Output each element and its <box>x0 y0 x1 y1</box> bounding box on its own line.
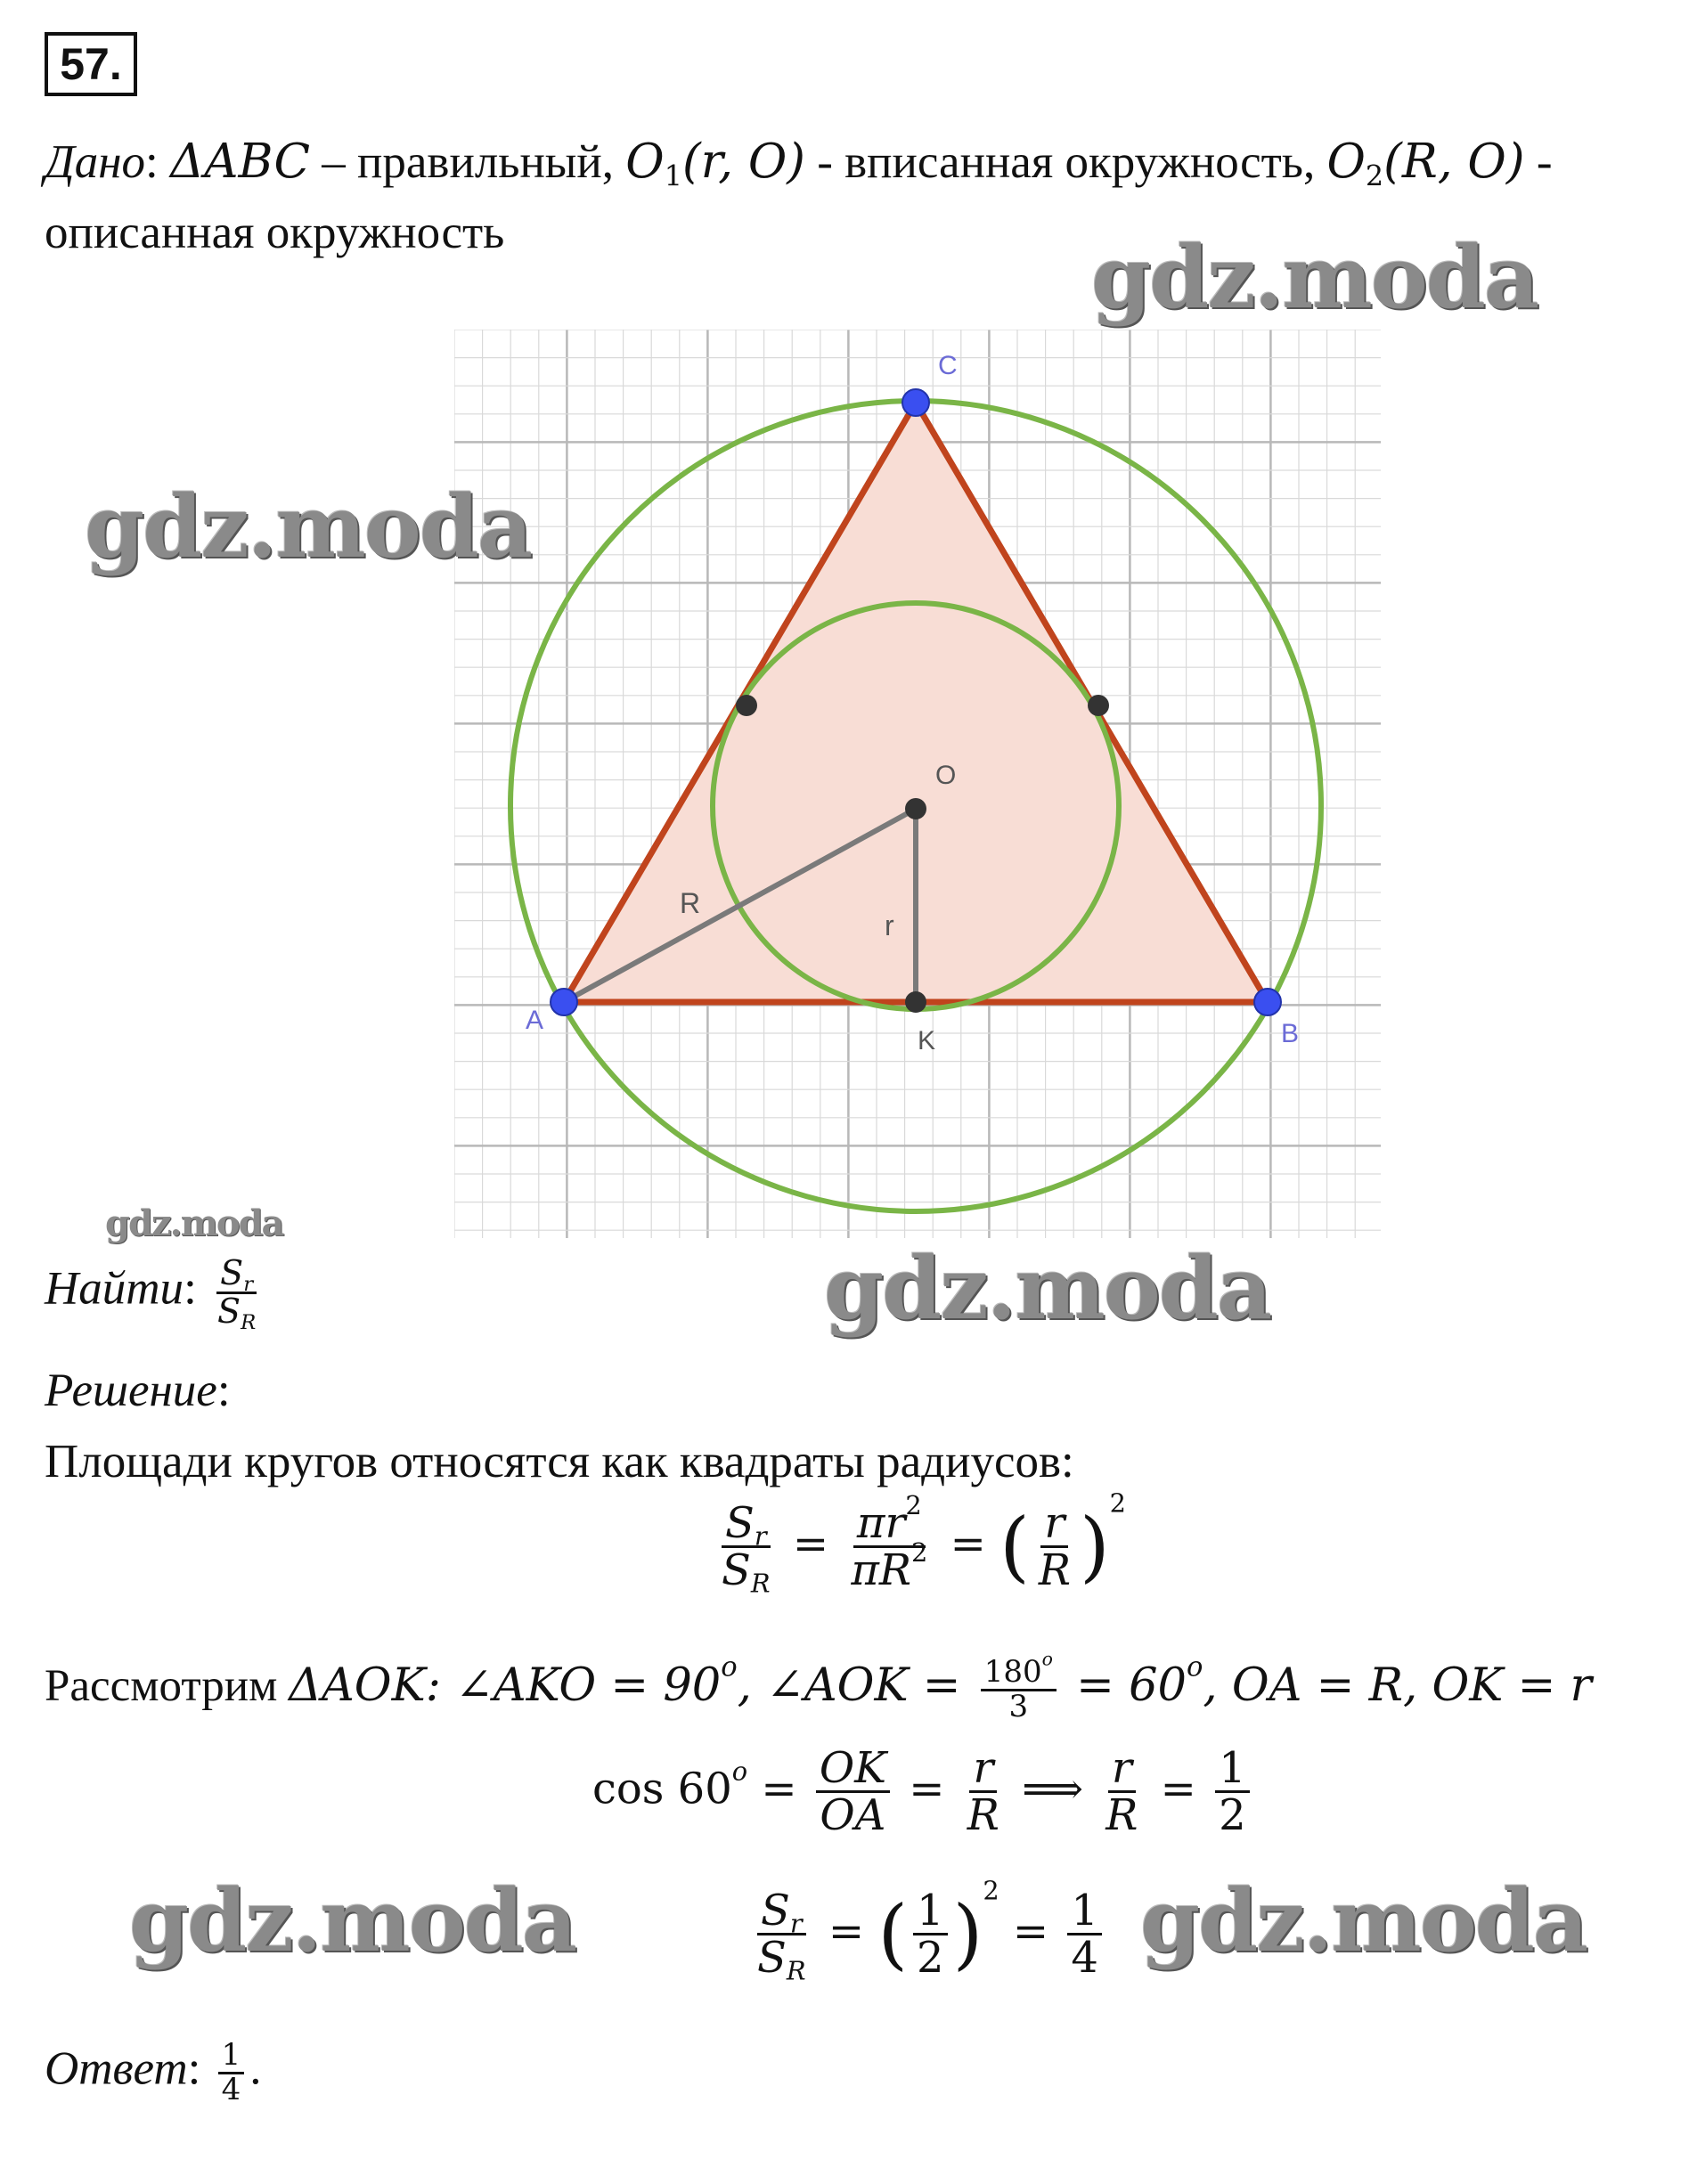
eq2-f2-den: R <box>967 1790 999 1841</box>
label-b: B <box>1281 1019 1300 1048</box>
watermark: gdz.moda <box>105 1202 283 1244</box>
label-o: O <box>935 761 957 790</box>
answer-label: Ответ <box>45 2042 188 2095</box>
answer-den: 4 <box>221 2071 241 2107</box>
watermark: gdz.moda <box>1140 1870 1587 1971</box>
deg-1: o <box>721 1651 738 1683</box>
eq2-f2-num: r <box>969 1746 997 1793</box>
eq1-power: 2 <box>1109 1487 1126 1519</box>
eq1-lhs-den-sub: R <box>750 1569 771 1600</box>
given-label: Дано <box>45 136 146 188</box>
find-label: Найти <box>45 1262 184 1315</box>
watermark: gdz.moda <box>1091 227 1538 328</box>
angle-aok: , ∠AOK = <box>737 1658 975 1712</box>
find-den-sub: R <box>241 1310 257 1334</box>
o2-args: (R, O) <box>1383 134 1525 189</box>
point-k <box>905 991 926 1013</box>
problem-number: 57. <box>45 32 137 96</box>
o1-args: (r, O) <box>681 134 805 189</box>
given-triangle: ΔABC <box>170 134 311 189</box>
point-c <box>902 389 929 416</box>
eq1-mid-den: πR <box>851 1545 912 1596</box>
label-a: A <box>526 1006 544 1035</box>
label-k: K <box>918 1026 936 1055</box>
point-o <box>905 798 926 819</box>
o1-symbol: O <box>625 134 665 189</box>
eq2-f1-num: OK <box>816 1746 890 1793</box>
given-dash-text: – правильный, <box>310 136 626 188</box>
watermark: gdz.moda <box>85 477 532 577</box>
solution-label: Решение <box>45 1365 217 1416</box>
solution-intro: Площади кругов относятся как квадраты радиусов: <box>45 1436 1074 1487</box>
find-fraction <box>214 1253 259 1334</box>
eq3-inner-num: 1 <box>913 1888 948 1935</box>
consider-line <box>45 1648 1592 1724</box>
eq2-f1-den: OA <box>820 1790 886 1841</box>
geometry-figure <box>454 330 1381 1238</box>
find-line: Найти: $\frac{S_r}{S_R}$ <box>45 1256 265 1330</box>
eq3-power: 2 <box>983 1875 999 1906</box>
angle-aok-result: = 60 <box>1061 1658 1187 1712</box>
label-r-big: R <box>680 887 701 919</box>
angle-ako: : ∠AKO = 90 <box>425 1658 722 1712</box>
answer-period: . <box>249 2042 262 2095</box>
given-line-2: описанная окружность <box>45 207 505 258</box>
answer-num: 1 <box>218 2040 245 2074</box>
eq3-num-sub: r <box>789 1908 803 1939</box>
eq1-mid-num-sup: 2 <box>905 1490 922 1521</box>
find-den: S <box>217 1291 241 1331</box>
eq3-inner-den: 2 <box>917 1933 944 1984</box>
answer-line: Ответ: $\frac{1}{4}$ . <box>45 2037 262 2107</box>
sides-text: , OA = R, OK = r <box>1203 1658 1592 1712</box>
eq1-inner-den: R <box>1038 1545 1071 1596</box>
label-r-small: r <box>885 909 894 941</box>
eq1-lhs-num-sub: r <box>754 1520 767 1552</box>
eq1-inner-num: r <box>1040 1501 1068 1548</box>
eq1-lhs-num: S <box>724 1498 755 1548</box>
eq3-den-sub: R <box>786 1956 806 1987</box>
angle-frac-num: 180 <box>983 1654 1042 1690</box>
o2-symbol: O <box>1326 134 1366 189</box>
equation-area-ratio: $\frac{S_r}{S_R}$ = $\frac{\pi r^2}{\pi R^2}$ = ( $\frac{r}{R}$ )$^2$ <box>722 1487 1126 1600</box>
implies-symbol: ⟹ <box>1022 1764 1083 1814</box>
o1-sub: 1 <box>664 159 682 193</box>
eq1-mid-num: πr <box>856 1498 906 1548</box>
solution-label-line: Решение: <box>45 1365 231 1416</box>
eq3-result-den: 4 <box>1071 1933 1098 1984</box>
find-num-sub: r <box>243 1272 254 1296</box>
equation-cos: $\cos 60^o$ = $\frac{OK}{OA}$ = $\frac{r}{R}$ ⟹ $\frac{r}{R}$ = $\frac{1}{2}$ <box>592 1746 1255 1838</box>
label-c: C <box>938 351 958 380</box>
deg-4: o <box>731 1756 748 1787</box>
eq3-den: S <box>757 1933 787 1984</box>
equation-result: $\frac{S_r}{S_R}$ = ( $\frac{1}{2}$ )$^2$ = $\frac{1}{4}$ <box>748 1888 1107 1981</box>
given-tail: - <box>1524 136 1553 188</box>
point-a <box>551 989 577 1015</box>
eq1-lhs-den: S <box>722 1545 751 1596</box>
cos-text: cos 60 <box>592 1764 732 1814</box>
tangent-point-right <box>1088 695 1109 716</box>
given-line: Дано: ΔABC – правильный, $O_1(r$, O) - вписанная окружность, $O_2(R$, O) - <box>45 134 1553 193</box>
point-b <box>1254 989 1281 1015</box>
consider-triangle: ΔAOK <box>289 1658 426 1712</box>
eq1-mid-den-sup: 2 <box>911 1537 928 1569</box>
find-num: S <box>220 1253 244 1292</box>
eq2-f4-den: 2 <box>1219 1790 1246 1841</box>
angle-frac-den: 3 <box>1008 1688 1029 1724</box>
deg-3: o <box>1186 1651 1203 1683</box>
eq3-result-num: 1 <box>1067 1888 1102 1935</box>
eq3-num: S <box>760 1886 790 1935</box>
consider-text: Рассмотрим <box>45 1660 290 1711</box>
watermark: gdz.moda <box>129 1870 576 1971</box>
eq2-f4-num: 1 <box>1215 1746 1250 1793</box>
eq2-f3-num: r <box>1108 1746 1136 1793</box>
tangent-point-left <box>736 695 757 716</box>
deg-2: o <box>1041 1648 1053 1670</box>
eq2-f3-den: R <box>1105 1790 1138 1841</box>
o2-sub: 2 <box>1365 159 1384 193</box>
given-inscribed-text: - вписанная окружность, <box>804 136 1327 188</box>
watermark: gdz.moda <box>824 1238 1271 1339</box>
